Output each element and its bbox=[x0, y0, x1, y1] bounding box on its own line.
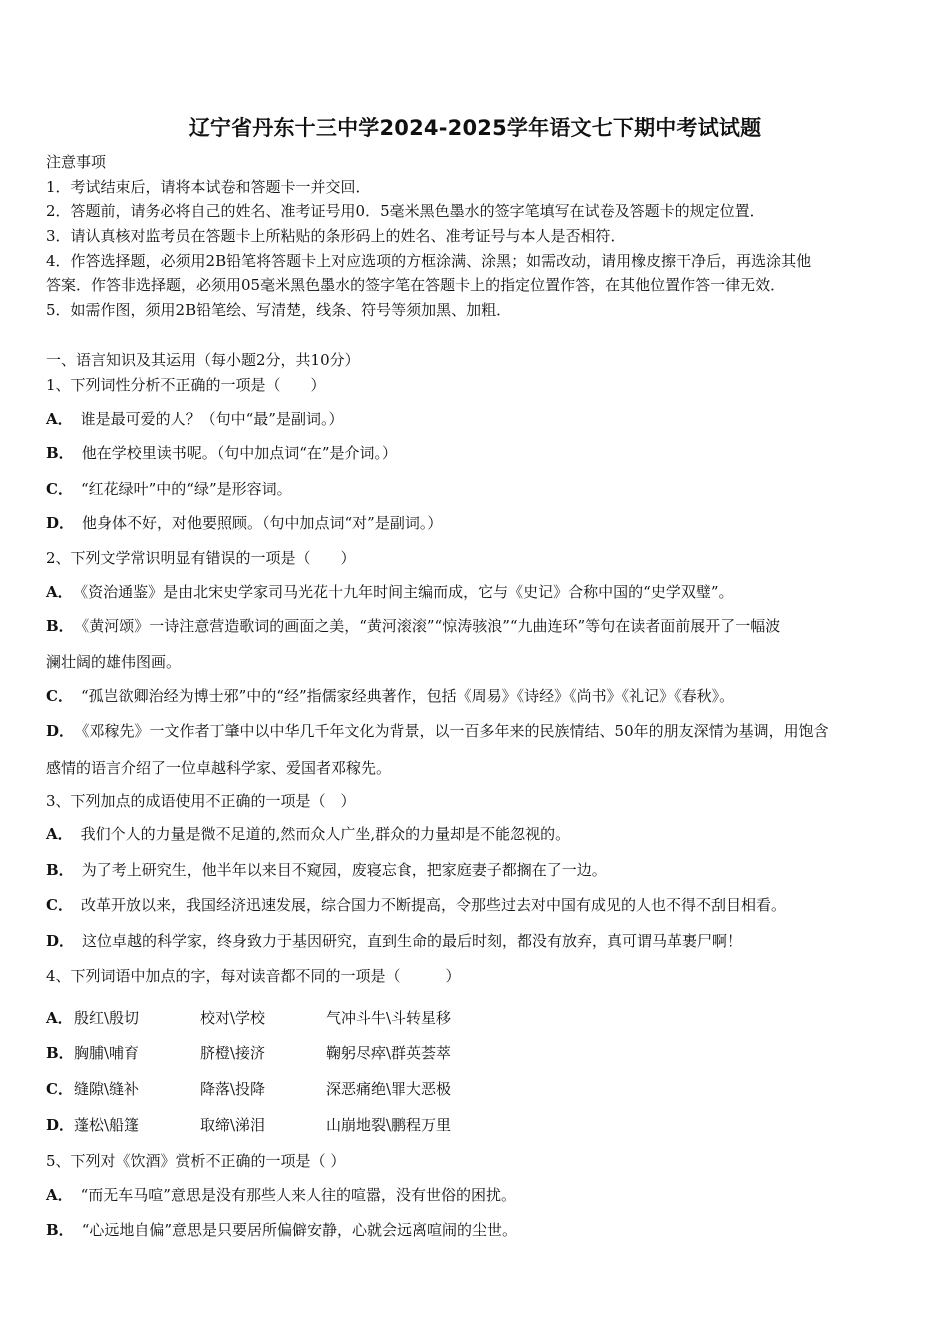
option-label: D． bbox=[46, 722, 75, 740]
word-pair: 气冲斗牛\斗转星移 bbox=[326, 1009, 452, 1027]
option-label: C． bbox=[46, 896, 73, 914]
word-pair: 蓬松\船篷 bbox=[74, 1116, 140, 1134]
option-d bbox=[46, 931, 742, 951]
option-d-continued: 感情的语言介绍了一位卓越科学家、爱国者邓稼先。 bbox=[46, 759, 392, 777]
option-c bbox=[46, 895, 786, 915]
notice-item: 3．请认真核对监考员在答题卡上所粘贴的条形码上的姓名、准考证号与本人是否相符． bbox=[46, 227, 626, 245]
option-c bbox=[46, 686, 734, 706]
question-stem: 3、下列加点的成语使用不正确的一项是（ ） bbox=[46, 792, 356, 810]
option-b bbox=[46, 860, 607, 880]
option-b bbox=[46, 443, 397, 463]
option-label: C． bbox=[46, 687, 73, 705]
option-text: 我们个人的力量是微不足道的,然而众人广坐,群众的力量却是不能忽视的。 bbox=[80, 825, 571, 843]
word-pair: 胸脯\哺育 bbox=[74, 1044, 140, 1062]
question-stem: 1、下列词性分析不正确的一项是（ ） bbox=[46, 376, 326, 394]
option-text: 为了考上研究生，他半年以来目不窥园，废寝忘食，把家庭妻子都搁在了一边。 bbox=[81, 861, 607, 879]
option-label: B． bbox=[46, 617, 74, 635]
option-text: “而无车马喧”意思是没有那些人来人往的喧嚣，没有世俗的困扰。 bbox=[80, 1186, 516, 1204]
word-pair: 脐橙\接济 bbox=[200, 1044, 266, 1062]
option-label: D． bbox=[46, 932, 75, 950]
option-label: B． bbox=[46, 861, 74, 879]
notice-item: 2．答题前，请务必将自己的姓名、准考证号用0．5毫米黑色墨水的签字笔填写在试卷及答题卡的规定位置． bbox=[46, 202, 765, 220]
option-text: “红花绿叶”中的“绿”是形容词。 bbox=[80, 480, 292, 498]
option-label: A． bbox=[46, 583, 73, 601]
option-b bbox=[46, 1220, 517, 1240]
question-stem: 5、下列对《饮酒》赏析不正确的一项是（ ） bbox=[46, 1152, 346, 1170]
option-label: A． bbox=[46, 1009, 73, 1027]
option-text: “心远地自偏”意思是只要居所偏僻安静，心就会远离喧闹的尘世。 bbox=[81, 1221, 518, 1239]
page-title: 辽宁省丹东十三中学2024-2025学年语文七下期中考试试题 bbox=[188, 116, 762, 140]
option-label: B． bbox=[46, 444, 74, 462]
word-pair: 缝隙\缝补 bbox=[74, 1080, 140, 1098]
option-text: 他身体不好，对他要照顾。（句中加点词“对”是副词。） bbox=[82, 514, 443, 532]
notice-item: 4．作答选择题，必须用2B铅笔将答题卡上对应选项的方框涂满、涂黑；如需改动，请用橡皮擦干净后，再选涂其他 bbox=[46, 252, 812, 270]
option-a bbox=[46, 824, 570, 844]
option-label: C． bbox=[46, 480, 73, 498]
notice-item: 1．考试结束后，请将本试卷和答题卡一并交回． bbox=[46, 178, 371, 196]
option-a bbox=[46, 582, 733, 602]
question-stem: 4、下列词语中加点的字，每对读音都不同的一项是（ ） bbox=[46, 967, 461, 985]
word-pair: 降落\投降 bbox=[200, 1080, 266, 1098]
option-row-b bbox=[46, 1043, 451, 1063]
option-text: 谁是最可爱的人？（句中“最”是副词。） bbox=[80, 410, 344, 428]
option-label: B． bbox=[46, 1044, 74, 1062]
question-stem: 2、下列文学常识明显有错误的一项是（ ） bbox=[46, 549, 356, 567]
option-label: D． bbox=[46, 514, 75, 532]
option-b-continued: 澜壮阔的雄伟图画。 bbox=[46, 653, 182, 671]
option-label: A． bbox=[46, 1186, 73, 1204]
option-text: 他在学校里读书呢。（句中加点词“在”是介词。） bbox=[81, 444, 398, 462]
option-text: 这位卓越的科学家，终身致力于基因研究，直到生命的最后时刻，都没有放弃，真可谓马革裹尸啊！ bbox=[82, 932, 743, 950]
option-label: C． bbox=[46, 1080, 73, 1098]
option-text: 《资治通鉴》是由北宋史学家司马光花十九年时间主编而成，它与《史记》合称中国的“史学双璧”。 bbox=[80, 583, 734, 601]
word-pair: 取缔\涕泪 bbox=[200, 1116, 266, 1134]
option-row-a bbox=[46, 1008, 451, 1028]
option-row-d bbox=[46, 1115, 451, 1135]
word-pair: 殷红\殷切 bbox=[74, 1009, 140, 1027]
option-text: 改革开放以来，我国经济迅速发展，综合国力不断提高，令那些过去对中国有成见的人也不得不刮目相看。 bbox=[80, 896, 786, 914]
section-heading: 一、语言知识及其运用（每小题2分，共10分） bbox=[46, 351, 360, 369]
word-pair: 鞠躬尽瘁\群英荟萃 bbox=[326, 1044, 452, 1062]
option-d bbox=[46, 513, 442, 533]
option-text: 《黄河颂》一诗注意营造歌词的画面之美，“黄河滚滚”“惊涛骇浪”“九曲连环”等句在读者面前展开了一幅波 bbox=[81, 617, 781, 635]
option-d bbox=[46, 721, 829, 741]
option-label: A． bbox=[46, 825, 73, 843]
option-text: “孤岂欲卿治经为博士邪”中的“经”指儒家经典著作，包括《周易》《诗经》《尚书》《礼记》《春秋》。 bbox=[80, 687, 735, 705]
notice-item: 答案．作答非选择题，必须用05毫米黑色墨水的签字笔在答题卡上的指定位置作答，在其他位置作答一律无效． bbox=[46, 276, 786, 294]
word-pair: 校对\学校 bbox=[200, 1009, 266, 1027]
option-label: A． bbox=[46, 410, 73, 428]
option-a bbox=[46, 1185, 516, 1205]
option-label: B． bbox=[46, 1221, 74, 1239]
option-text: 《邓稼先》一文作者丁肇中以中华几千年文化为背景，以一百多年来的民族情结、50年的朋友深情为基调，用饱含 bbox=[82, 722, 829, 740]
option-c bbox=[46, 479, 292, 499]
notice-heading: 注意事项 bbox=[46, 153, 107, 171]
option-a bbox=[46, 409, 343, 429]
word-pair: 山崩地裂\鹏程万里 bbox=[326, 1116, 452, 1134]
option-label: D． bbox=[46, 1116, 75, 1134]
word-pair: 深恶痛绝\罪大恶极 bbox=[326, 1080, 452, 1098]
option-row-c bbox=[46, 1079, 451, 1099]
option-b bbox=[46, 616, 780, 636]
notice-item: 5．如需作图，须用2B铅笔绘、写清楚，线条、符号等须加黑、加粗． bbox=[46, 301, 512, 319]
